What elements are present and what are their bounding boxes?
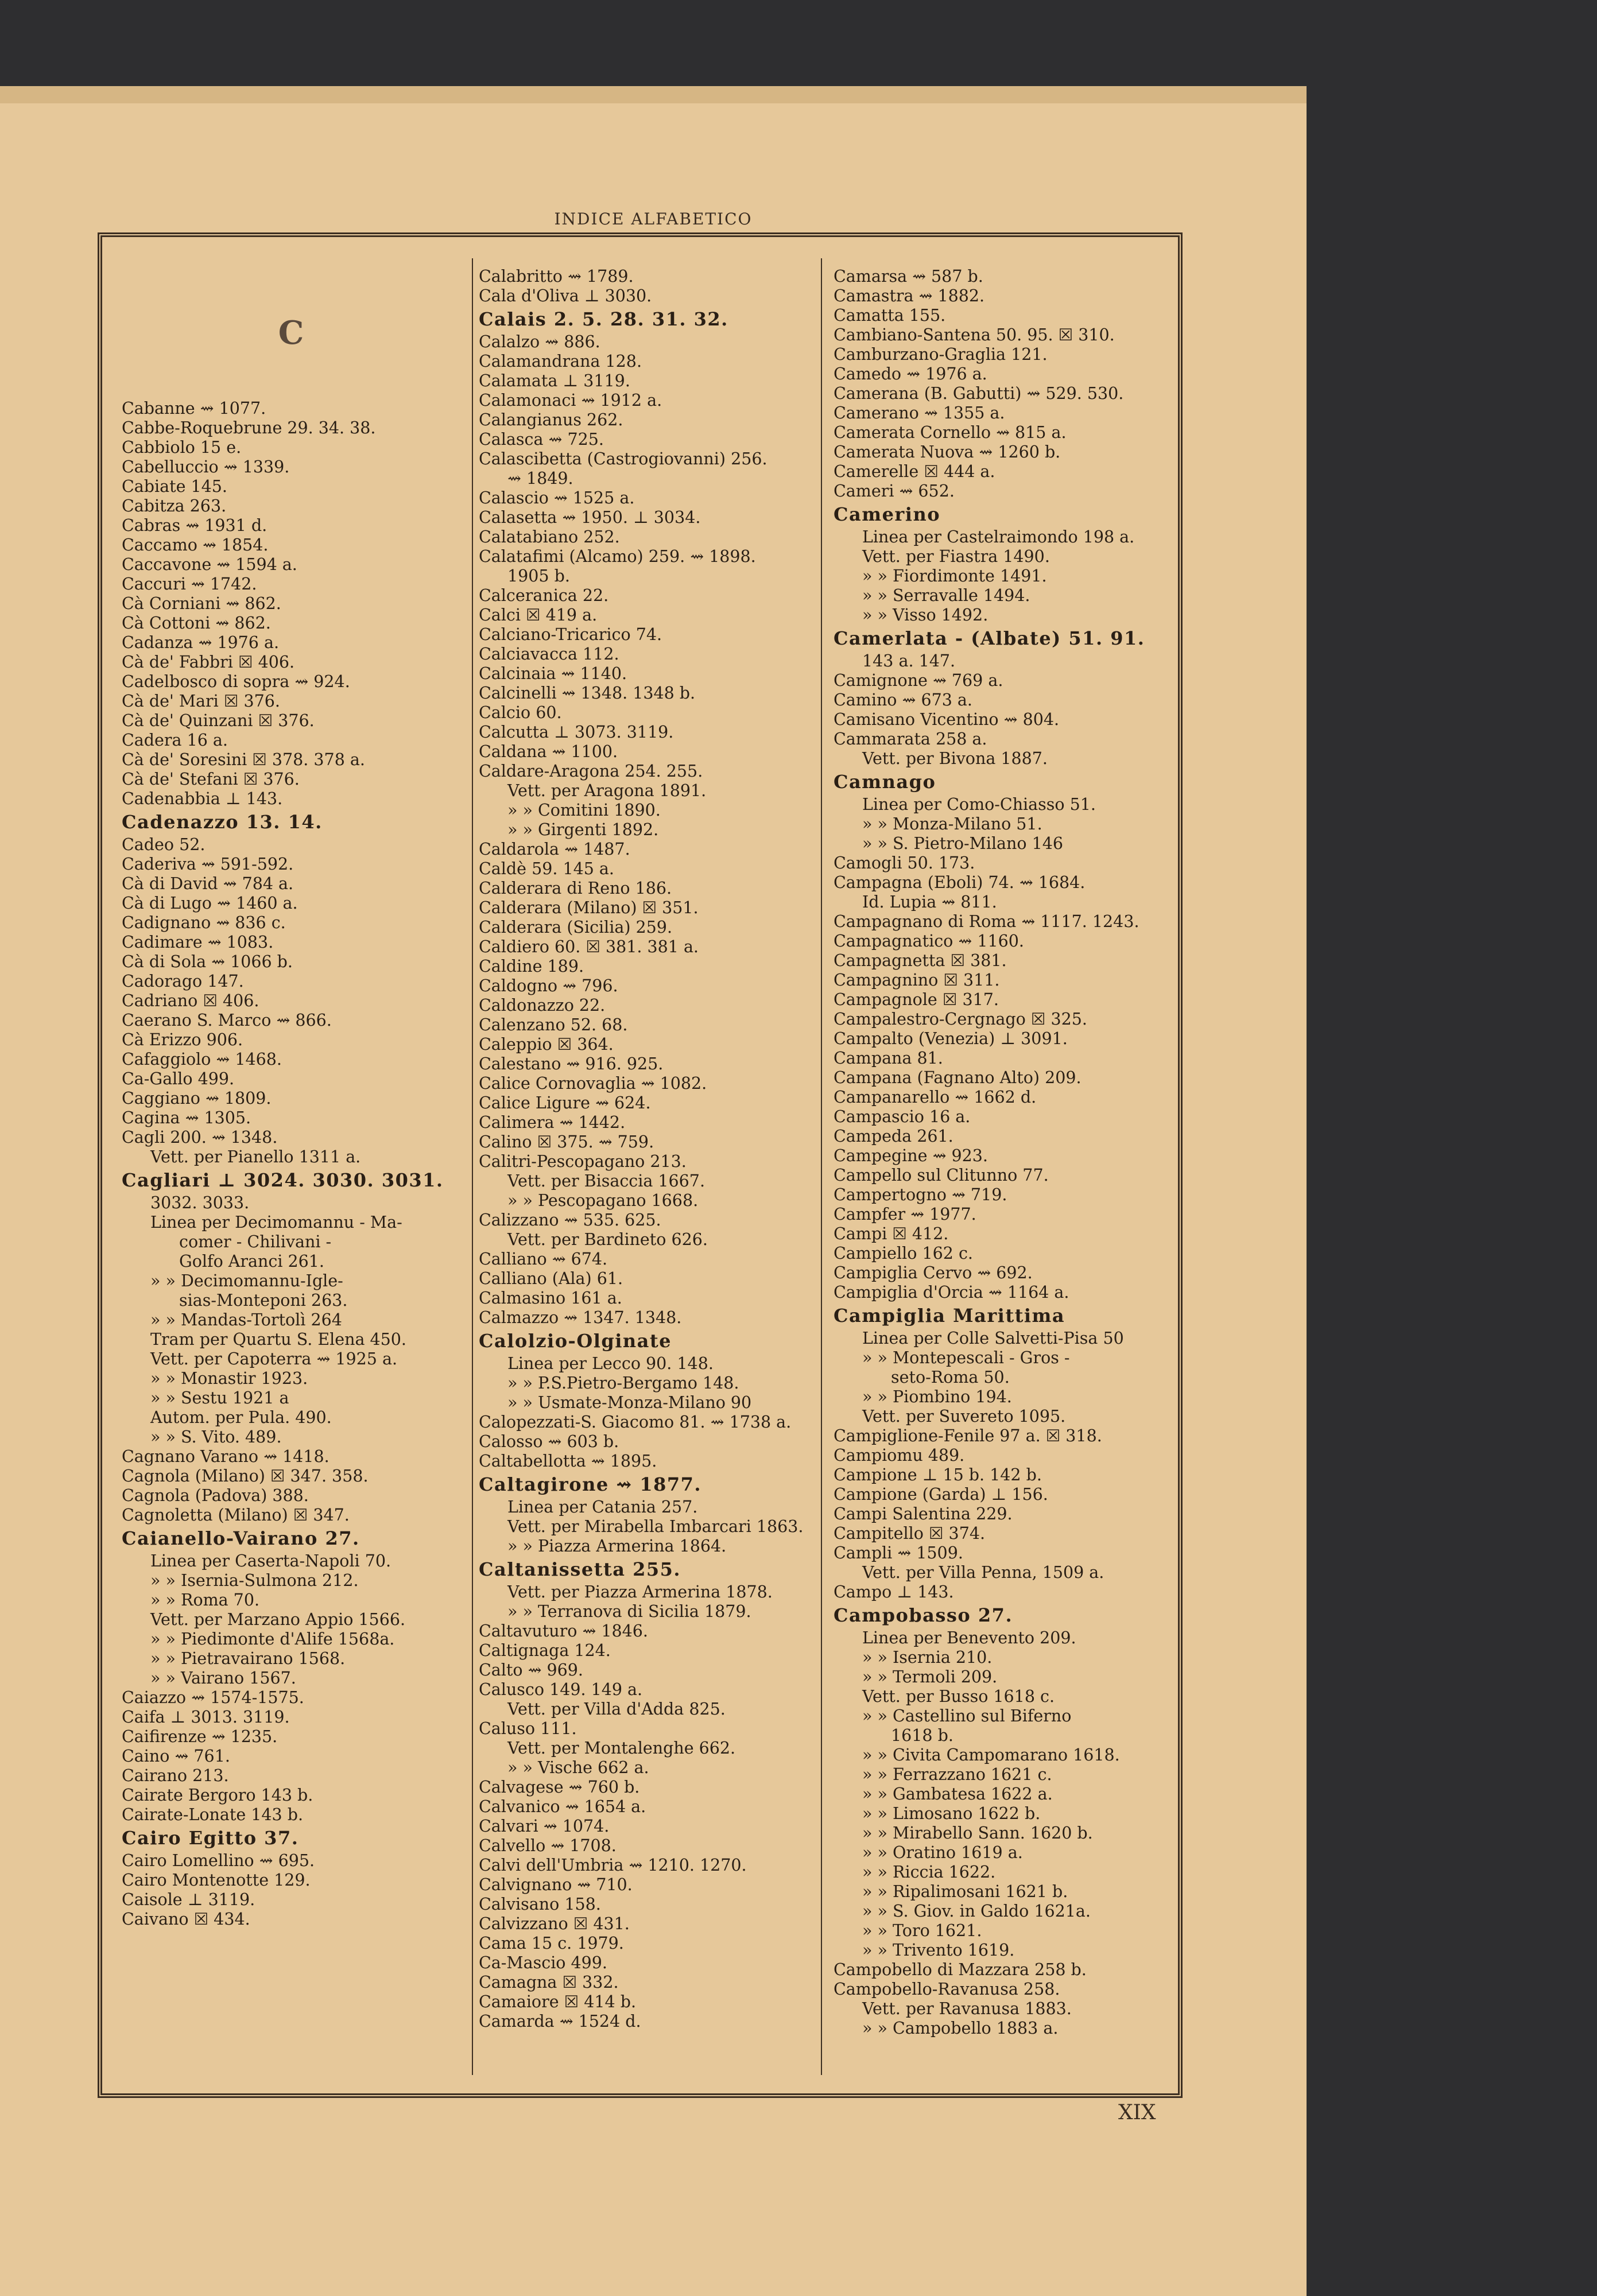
- index-entry: Camagna ☒ 332.: [479, 1973, 619, 1992]
- index-entry: Cadeo 52.: [122, 835, 206, 854]
- index-entry: Cabelluccio ⇝ 1339.: [122, 457, 290, 476]
- index-entry: Camisano Vicentino ⇝ 804.: [834, 710, 1060, 729]
- index-entry: Vett. per Bisaccia 1667.: [507, 1172, 706, 1190]
- index-entry: Calcinaia ⇝ 1140.: [479, 664, 627, 683]
- index-entry: Calciano-Tricarico 74.: [479, 625, 662, 644]
- index-entry: Cambiano-Santena 50. 95. ☒ 310.: [834, 325, 1115, 344]
- index-entry: Cafaggiolo ⇝ 1468.: [122, 1050, 282, 1069]
- index-entry: Cà di Lugo ⇝ 1460 a.: [122, 894, 298, 913]
- index-entry: » » Monastir 1923.: [150, 1369, 308, 1388]
- index-entry: » » Decimomannu-Igle-: [150, 1271, 343, 1290]
- page-number: XIX: [1118, 2101, 1156, 2124]
- index-entry: Calvizzano ☒ 431.: [479, 1914, 630, 1933]
- page-title: INDICE ALFABETICO: [554, 210, 753, 228]
- index-entry: Cà Erizzo 906.: [122, 1030, 243, 1049]
- index-entry: Calestano ⇝ 916. 925.: [479, 1054, 664, 1073]
- index-entry: Camignone ⇝ 769 a.: [834, 671, 1003, 690]
- index-entry: Caldare-Aragona 254. 255.: [479, 762, 703, 781]
- index-entry: Camerata Nuova ⇝ 1260 b.: [834, 443, 1061, 461]
- index-heading: Cairo Egitto 37.: [122, 1827, 299, 1849]
- index-entry: Golfo Aranci 261.: [179, 1252, 324, 1271]
- index-entry: » » Piedimonte d'Alife 1568a.: [150, 1630, 395, 1649]
- index-entry: » » Mandas-Tortolì 264: [150, 1310, 342, 1329]
- index-entry: Cairano 213.: [122, 1766, 229, 1785]
- index-entry: Cadanza ⇝ 1976 a.: [122, 633, 280, 652]
- index-entry: » » Sestu 1921 a: [150, 1389, 289, 1407]
- index-heading: Caltagirone ⇝ 1877.: [479, 1473, 702, 1495]
- index-entry: Vett. per Marzano Appio 1566.: [150, 1610, 406, 1629]
- index-entry: Vett. per Capoterra ⇝ 1925 a.: [150, 1349, 398, 1368]
- index-entry: Camino ⇝ 673 a.: [834, 691, 972, 709]
- index-entry: Linea per Benevento 209.: [862, 1628, 1076, 1647]
- index-entry: Camerano ⇝ 1355 a.: [834, 404, 1005, 422]
- index-entry: Vett. per Suvereto 1095.: [862, 1407, 1066, 1426]
- index-entry: » » Isernia 210.: [862, 1648, 993, 1667]
- index-column-3: [834, 267, 1178, 2038]
- index-entry: Cadelbosco di sopra ⇝ 924.: [122, 672, 350, 691]
- index-entry: Campagnatico ⇝ 1160.: [834, 932, 1024, 951]
- index-entry: Vett. per Bardineto 626.: [507, 1230, 708, 1249]
- index-entry: Calderara (Sicilia) 259.: [479, 918, 673, 937]
- index-entry: Caccavone ⇝ 1594 a.: [122, 555, 297, 574]
- index-column-2: [479, 267, 812, 2031]
- index-entry: Cagnola (Padova) 388.: [122, 1486, 309, 1505]
- index-entry: Cairate Bergoro 143 b.: [122, 1786, 313, 1805]
- index-entry: Calcinelli ⇝ 1348. 1348 b.: [479, 684, 696, 703]
- index-column-1: [122, 267, 460, 1929]
- index-entry: Calenzano 52. 68.: [479, 1015, 628, 1034]
- index-entry: Caggiano ⇝ 1809.: [122, 1089, 272, 1108]
- index-entry: Campello sul Clitunno 77.: [834, 1166, 1049, 1185]
- column-divider-1: [472, 258, 473, 2075]
- index-entry: Campobello di Mazzara 258 b.: [834, 1960, 1087, 1979]
- index-entry: Campascio 16 a.: [834, 1107, 971, 1126]
- index-entry: Calusco 149. 149 a.: [479, 1680, 643, 1699]
- index-entry: » » Ripalimosani 1621 b.: [862, 1882, 1068, 1901]
- index-entry: Calatabiano 252.: [479, 528, 620, 546]
- index-entry: Vett. per Pianello 1311 a.: [150, 1147, 361, 1166]
- index-entry: Cà de' Stefani ☒ 376.: [122, 770, 300, 789]
- index-entry: Caldonazzo 22.: [479, 996, 606, 1015]
- index-entry: Calvisano 158.: [479, 1895, 601, 1914]
- index-entry: Cairo Montenotte 129.: [122, 1871, 311, 1890]
- index-entry: Calliano ⇝ 674.: [479, 1250, 608, 1269]
- index-entry: Vett. per Aragona 1891.: [507, 781, 707, 800]
- index-entry: » » Campobello 1883 a.: [862, 2019, 1059, 2038]
- index-entry: Caluso 111.: [479, 1719, 577, 1738]
- index-entry: » » Oratino 1619 a.: [862, 1843, 1023, 1862]
- index-entry: Cabanne ⇝ 1077.: [122, 399, 266, 418]
- index-entry: Campegine ⇝ 923.: [834, 1146, 988, 1165]
- index-entry: Id. Lupia ⇝ 811.: [862, 893, 997, 912]
- index-entry: » » Termoli 209.: [862, 1667, 998, 1686]
- index-entry: Calice Cornovaglia ⇝ 1082.: [479, 1074, 707, 1093]
- index-entry: » » Visso 1492.: [862, 606, 989, 625]
- index-entry: Camerelle ☒ 444 a.: [834, 462, 995, 481]
- index-entry: Cadenabbia ⊥ 143.: [122, 789, 283, 808]
- index-entry: Caifa ⊥ 3013. 3119.: [122, 1708, 290, 1727]
- index-entry: Camogli 50. 173.: [834, 854, 975, 872]
- index-entry: Camerana (B. Gabutti) ⇝ 529. 530.: [834, 384, 1124, 403]
- index-entry: » » Terranova di Sicilia 1879.: [507, 1602, 751, 1621]
- index-heading: Caianello-Vairano 27.: [122, 1527, 360, 1549]
- index-entry: » » Limosano 1622 b.: [862, 1804, 1041, 1823]
- index-entry: Calitri-Pescopagano 213.: [479, 1152, 687, 1171]
- index-entry: Campagnano di Roma ⇝ 1117. 1243.: [834, 912, 1139, 931]
- index-entry: Campalestro-Cergnago ☒ 325.: [834, 1010, 1087, 1029]
- index-entry: Calvanico ⇝ 1654 a.: [479, 1797, 646, 1816]
- index-entry: sias-Monteponi 263.: [179, 1291, 348, 1310]
- index-entry: Caldarola ⇝ 1487.: [479, 840, 630, 859]
- index-entry: » » Piombino 194.: [862, 1387, 1012, 1406]
- index-entry: » » Gambatesa 1622 a.: [862, 1785, 1053, 1804]
- index-entry: Caleppio ☒ 364.: [479, 1035, 614, 1054]
- index-entry: » » Girgenti 1892.: [507, 820, 659, 839]
- index-entry: Cagina ⇝ 1305.: [122, 1108, 251, 1127]
- index-entry: Campiglia Cervo ⇝ 692.: [834, 1263, 1033, 1282]
- index-entry: Campfer ⇝ 1977.: [834, 1205, 976, 1224]
- index-entry: Campagnetta ☒ 381.: [834, 951, 1007, 970]
- index-entry: Calcio 60.: [479, 703, 562, 722]
- index-entry: Calmasino 161 a.: [479, 1289, 622, 1308]
- index-entry: Campagnino ☒ 311.: [834, 971, 1000, 990]
- index-entry: Calopezzati-S. Giacomo 81. ⇝ 1738 a.: [479, 1413, 792, 1432]
- index-entry: Cammarata 258 a.: [834, 730, 987, 748]
- index-entry: Calceranica 22.: [479, 586, 609, 605]
- index-entry: » » Toro 1621.: [862, 1921, 982, 1940]
- index-heading: Camnago: [834, 771, 936, 793]
- index-entry: Cama 15 c. 1979.: [479, 1934, 624, 1953]
- index-entry: Calamata ⊥ 3119.: [479, 371, 630, 390]
- index-entry: Vett. per Villa Penna, 1509 a.: [862, 1563, 1104, 1582]
- index-entry: Calvi dell'Umbria ⇝ 1210. 1270.: [479, 1856, 747, 1875]
- index-entry: Campitello ☒ 374.: [834, 1524, 986, 1543]
- index-entry: Camaiore ☒ 414 b.: [479, 1992, 637, 2011]
- index-entry: Caisole ⊥ 3119.: [122, 1890, 255, 1909]
- index-entry: » » Isernia-Sulmona 212.: [150, 1571, 359, 1590]
- index-entry: Campi ☒ 412.: [834, 1224, 949, 1243]
- index-entry: Cabbe-Roquebrune 29. 34. 38.: [122, 418, 376, 437]
- index-entry: » » Mirabello Sann. 1620 b.: [862, 1824, 1093, 1843]
- index-entry: Vett. per Piazza Armerina 1878.: [507, 1583, 773, 1601]
- index-entry: Cadimare ⇝ 1083.: [122, 933, 274, 952]
- index-entry: Caccamo ⇝ 1854.: [122, 536, 269, 554]
- index-entry: Caifirenze ⇝ 1235.: [122, 1727, 278, 1746]
- index-entry: Caltabellotta ⇝ 1895.: [479, 1452, 657, 1471]
- index-entry: Cà Cottoni ⇝ 862.: [122, 614, 271, 633]
- index-entry: » » Ferrazzano 1621 c.: [862, 1765, 1052, 1784]
- index-entry: Cala d'Oliva ⊥ 3030.: [479, 286, 652, 305]
- index-entry: Calatafimi (Alcamo) 259. ⇝ 1898.: [479, 547, 756, 566]
- index-entry: 3032. 3033.: [150, 1193, 250, 1212]
- index-entry: 143 a. 147.: [862, 651, 956, 670]
- index-entry: Calvignano ⇝ 710.: [479, 1875, 633, 1894]
- index-entry: Calamandrana 128.: [479, 352, 642, 371]
- index-entry: Cà de' Fabbri ☒ 406.: [122, 653, 295, 672]
- index-entry: Cà Corniani ⇝ 862.: [122, 594, 281, 613]
- index-entry: » » Vairano 1567.: [150, 1669, 296, 1688]
- index-entry: Cairo Lomellino ⇝ 695.: [122, 1851, 315, 1870]
- section-letter: C: [278, 314, 304, 352]
- index-entry: Cabiate 145.: [122, 477, 227, 496]
- index-entry: Linea per Decimomannu - Ma-: [150, 1213, 402, 1232]
- index-entry: comer - Chilivani -: [179, 1232, 332, 1251]
- index-entry: 1618 b.: [891, 1726, 953, 1745]
- index-entry: Cà de' Quinzani ☒ 376.: [122, 711, 315, 730]
- index-entry: Calci ☒ 419 a.: [479, 606, 598, 625]
- index-heading: Campobasso 27.: [834, 1604, 1013, 1626]
- index-entry: Campi Salentina 229.: [834, 1504, 1013, 1523]
- index-entry: Cabbiolo 15 e.: [122, 438, 242, 457]
- index-entry: » » Fiordimonte 1491.: [862, 567, 1047, 585]
- index-entry: Ca-Mascio 499.: [479, 1953, 607, 1972]
- index-entry: Campo ⊥ 143.: [834, 1583, 954, 1601]
- index-entry: Cabras ⇝ 1931 d.: [122, 516, 268, 535]
- index-heading: Cadenazzo 13. 14.: [122, 811, 323, 833]
- index-entry: Autom. per Pula. 490.: [150, 1408, 332, 1427]
- index-entry: Vett. per Ravanusa 1883.: [862, 1999, 1072, 2018]
- index-entry: Calderara di Reno 186.: [479, 879, 672, 898]
- index-entry: ⇝ 1849.: [507, 469, 573, 488]
- index-entry: Calto ⇝ 969.: [479, 1661, 583, 1680]
- index-entry: Cameri ⇝ 652.: [834, 482, 955, 501]
- index-entry: Ca-Gallo 499.: [122, 1069, 235, 1088]
- page-top-edge: [0, 86, 1307, 103]
- index-entry: Vett. per Montalenghe 662.: [507, 1739, 736, 1758]
- index-entry: Campana (Fagnano Alto) 209.: [834, 1068, 1082, 1087]
- index-entry: » » S. Giov. in Galdo 1621a.: [862, 1902, 1091, 1921]
- index-entry: Calasca ⇝ 725.: [479, 430, 604, 449]
- index-entry: Caerano S. Marco ⇝ 866.: [122, 1011, 332, 1030]
- index-entry: Campiglia d'Orcia ⇝ 1164 a.: [834, 1283, 1069, 1302]
- index-entry: » » Pescopagano 1668.: [507, 1191, 699, 1210]
- index-entry: Caldana ⇝ 1100.: [479, 742, 618, 761]
- index-heading: Cagliari ⊥ 3024. 3030. 3031.: [122, 1169, 444, 1191]
- index-entry: Campiglione-Fenile 97 a. ☒ 318.: [834, 1426, 1102, 1445]
- index-entry: Cadriano ☒ 406.: [122, 991, 259, 1010]
- index-entry: Tram per Quartu S. Elena 450.: [150, 1330, 406, 1349]
- index-entry: Calvari ⇝ 1074.: [479, 1817, 610, 1836]
- index-entry: Caldè 59. 145 a.: [479, 859, 614, 878]
- index-entry: Campagnole ☒ 317.: [834, 990, 999, 1009]
- index-entry: » » Roma 70.: [150, 1591, 260, 1609]
- index-entry: Calascio ⇝ 1525 a.: [479, 488, 635, 507]
- index-entry: Caderiva ⇝ 591-592.: [122, 855, 294, 874]
- index-entry: Campeda 261.: [834, 1127, 953, 1146]
- index-entry: » » Castellino sul Biferno: [862, 1707, 1072, 1725]
- index-entry: Caltavuturo ⇝ 1846.: [479, 1622, 648, 1640]
- index-entry: » » Trivento 1619.: [862, 1941, 1015, 1960]
- index-entry: » » Riccia 1622.: [862, 1863, 996, 1882]
- index-entry: » » Montepescali - Gros -: [862, 1348, 1070, 1367]
- index-entry: » » Vische 662 a.: [507, 1758, 649, 1777]
- index-entry: Linea per Colle Salvetti-Pisa 50: [862, 1329, 1124, 1348]
- index-entry: Cagnoletta (Milano) ☒ 347.: [122, 1506, 350, 1525]
- index-entry: Calice Ligure ⇝ 624.: [479, 1093, 651, 1112]
- index-heading: Camerlata - (Albate) 51. 91.: [834, 627, 1145, 649]
- index-entry: Campiello 162 c.: [834, 1244, 973, 1263]
- index-entry: Camatta 155.: [834, 306, 946, 325]
- index-entry: Campalto (Venezia) ⊥ 3091.: [834, 1029, 1068, 1048]
- index-entry: Campagna (Eboli) 74. ⇝ 1684.: [834, 873, 1086, 892]
- index-heading: Camerino: [834, 503, 941, 525]
- index-entry: Calliano (Ala) 61.: [479, 1269, 623, 1288]
- index-entry: » » Piazza Armerina 1864.: [507, 1537, 727, 1556]
- index-entry: Caldine 189.: [479, 957, 584, 976]
- index-entry: Campanarello ⇝ 1662 d.: [834, 1088, 1037, 1107]
- index-entry: Camarsa ⇝ 587 b.: [834, 267, 983, 286]
- index-entry: Linea per Castelraimondo 198 a.: [862, 528, 1135, 546]
- index-entry: » » Comitini 1890.: [507, 801, 661, 820]
- index-entry: » » Pietravairano 1568.: [150, 1649, 346, 1668]
- index-entry: Calvello ⇝ 1708.: [479, 1836, 617, 1855]
- index-entry: Calalzo ⇝ 886.: [479, 332, 600, 351]
- index-entry: Caiazzo ⇝ 1574-1575.: [122, 1688, 304, 1707]
- index-heading: Campiglia Marittima: [834, 1305, 1065, 1327]
- index-entry: Camastra ⇝ 1882.: [834, 286, 985, 305]
- index-entry: » » Usmate-Monza-Milano 90: [507, 1393, 752, 1412]
- index-entry: Cadera 16 a.: [122, 731, 228, 750]
- index-heading: Calolzio-Olginate: [479, 1330, 672, 1352]
- index-heading: Calais 2. 5. 28. 31. 32.: [479, 308, 728, 330]
- index-entry: seto-Roma 50.: [891, 1368, 1010, 1387]
- index-entry: Cà de' Mari ☒ 376.: [122, 692, 280, 711]
- index-entry: Calcutta ⊥ 3073. 3119.: [479, 723, 674, 742]
- index-entry: Calabritto ⇝ 1789.: [479, 267, 634, 286]
- index-entry: » » P.S.Pietro-Bergamo 148.: [507, 1374, 739, 1393]
- index-entry: Calascibetta (Castrogiovanni) 256.: [479, 449, 768, 468]
- index-entry: Calino ☒ 375. ⇝ 759.: [479, 1133, 654, 1151]
- index-entry: Calimera ⇝ 1442.: [479, 1113, 626, 1132]
- index-entry: » » Civita Campomarano 1618.: [862, 1746, 1120, 1764]
- index-entry: Campione ⊥ 15 b. 142 b.: [834, 1465, 1042, 1484]
- index-entry: Caldiero 60. ☒ 381. 381 a.: [479, 937, 699, 956]
- index-entry: » » S. Vito. 489.: [150, 1428, 282, 1446]
- index-entry: Cagnola (Milano) ☒ 347. 358.: [122, 1467, 369, 1486]
- index-entry: Cabitza 263.: [122, 497, 227, 515]
- index-entry: Camedo ⇝ 1976 a.: [834, 364, 987, 383]
- index-entry: Cairate-Lonate 143 b.: [122, 1805, 304, 1824]
- index-heading: Caltanissetta 255.: [479, 1558, 681, 1580]
- index-entry: Linea per Como-Chiasso 51.: [862, 795, 1096, 814]
- index-entry: Calderara (Milano) ☒ 351.: [479, 898, 699, 917]
- index-entry: Calmazzo ⇝ 1347. 1348.: [479, 1308, 682, 1327]
- index-entry: Camarda ⇝ 1524 d.: [479, 2012, 641, 2031]
- index-entry: Campertogno ⇝ 719.: [834, 1185, 1007, 1204]
- index-entry: Caivano ☒ 434.: [122, 1910, 250, 1929]
- index-entry: » » Serravalle 1494.: [862, 586, 1030, 605]
- index-entry: Vett. per Fiastra 1490.: [862, 547, 1050, 566]
- index-entry: Cagli 200. ⇝ 1348.: [122, 1128, 278, 1147]
- index-entry: Caino ⇝ 761.: [122, 1747, 230, 1766]
- index-entry: Calasetta ⇝ 1950. ⊥ 3034.: [479, 508, 701, 527]
- index-entry: Linea per Lecco 90. 148.: [507, 1354, 714, 1373]
- index-entry: Cadignano ⇝ 836 c.: [122, 913, 286, 932]
- index-entry: Campli ⇝ 1509.: [834, 1543, 963, 1562]
- index-entry: Calamonaci ⇝ 1912 a.: [479, 391, 662, 410]
- index-entry: Cà di David ⇝ 784 a.: [122, 874, 294, 893]
- index-entry: Linea per Caserta-Napoli 70.: [150, 1552, 392, 1570]
- index-entry: » » S. Pietro-Milano 146: [862, 834, 1064, 853]
- index-entry: Caccuri ⇝ 1742.: [122, 575, 257, 594]
- index-entry: Campana 81.: [834, 1049, 943, 1068]
- index-entry: Camburzano-Graglia 121.: [834, 345, 1048, 364]
- column-divider-2: [821, 258, 822, 2075]
- index-entry: Cà de' Soresini ☒ 378. 378 a.: [122, 750, 365, 769]
- index-entry: Calosso ⇝ 603 b.: [479, 1432, 619, 1451]
- index-entry: Camerata Cornello ⇝ 815 a.: [834, 423, 1067, 442]
- index-entry: Calciavacca 112.: [479, 645, 619, 664]
- index-entry: Vett. per Busso 1618 c.: [862, 1687, 1055, 1706]
- index-entry: Caltignaga 124.: [479, 1641, 611, 1660]
- index-entry: Calangianus 262.: [479, 410, 623, 429]
- index-entry: Campiomu 489.: [834, 1446, 965, 1465]
- index-entry: Calizzano ⇝ 535. 625.: [479, 1211, 661, 1230]
- index-entry: Vett. per Mirabella Imbarcari 1863.: [507, 1517, 804, 1536]
- index-entry: Linea per Catania 257.: [507, 1498, 698, 1517]
- index-entry: Caldogno ⇝ 796.: [479, 976, 618, 995]
- index-entry: Calvagese ⇝ 760 b.: [479, 1778, 640, 1797]
- index-entry: 1905 b.: [507, 567, 570, 585]
- index-entry: Cadorago 147.: [122, 972, 244, 991]
- index-entry: » » Monza-Milano 51.: [862, 815, 1042, 833]
- index-entry: Cà di Sola ⇝ 1066 b.: [122, 952, 293, 971]
- index-entry: Campobello-Ravanusa 258.: [834, 1980, 1060, 1999]
- index-entry: Vett. per Bivona 1887.: [862, 749, 1048, 768]
- index-entry: Cagnano Varano ⇝ 1418.: [122, 1447, 330, 1466]
- index-entry: Campione (Garda) ⊥ 156.: [834, 1485, 1048, 1504]
- index-entry: Vett. per Villa d'Adda 825.: [507, 1700, 726, 1719]
